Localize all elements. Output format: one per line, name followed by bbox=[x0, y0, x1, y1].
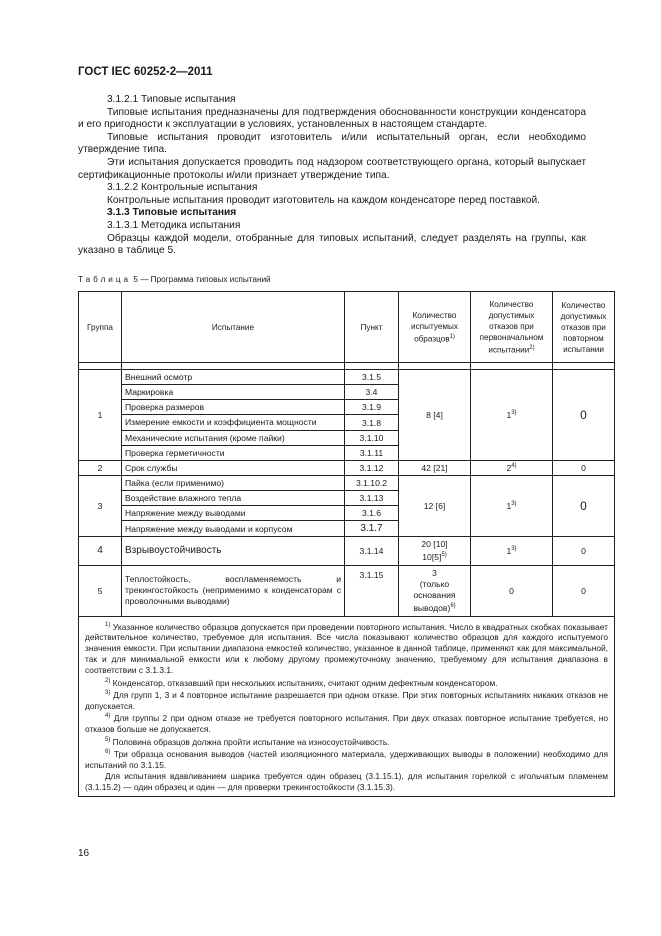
table-row bbox=[79, 565, 615, 616]
header-clause: Пункт bbox=[345, 292, 399, 363]
test-cell: Проверка герметичности bbox=[122, 446, 345, 461]
samples-cell: 12 [6] bbox=[399, 476, 471, 537]
test-cell: Измерение емкости и коэффициента мощности bbox=[122, 415, 345, 431]
clause-cell: 3.1.5 bbox=[345, 370, 399, 385]
header-samples: Количество испытуемых образцов$^{1)}$ bbox=[399, 292, 471, 363]
test-cell: Проверка размеров bbox=[122, 400, 345, 415]
group-cell: 3 bbox=[79, 476, 122, 537]
header-retest: Количество допустимых отказов при повторном испытании bbox=[553, 292, 615, 363]
retest-cell: 0 bbox=[553, 565, 615, 616]
clause-cell: 3.1.10 bbox=[345, 431, 399, 446]
section-heading: 3.1.2.1 Типовые испытания bbox=[107, 94, 236, 105]
group-cell: 2 bbox=[79, 461, 122, 476]
test-cell: Теплостойкость, воспламеняемость и трекингостойкость (неприменимо к конденсаторам с проволочными выводами) bbox=[122, 565, 345, 616]
header-test: Испытание bbox=[122, 292, 345, 363]
failures-cell: 1$^{3)}$ bbox=[471, 476, 553, 537]
footnote: $^{5)}$ Половина образцов должна пройти испытание на износоустойчивость. bbox=[105, 736, 390, 747]
samples-cell: 3 (только основания выводов)$^{6)}$ bbox=[399, 565, 471, 616]
test-cell: Срок службы bbox=[122, 461, 345, 476]
footnote: $^{2)}$ Конденсатор, отказавший при нескольких испытаниях, считают одним дефектным конденсатором. bbox=[105, 677, 498, 688]
table-row bbox=[79, 370, 615, 385]
samples-cell: 20 [10] $10[5]^{5)}$ bbox=[399, 537, 471, 566]
footnote: $^{4)}$ Для группы 2 при одном отказе не требуется повторного испытания. При двух отказах повторное испытание требуется, но отказов больше не допускается. bbox=[85, 713, 609, 735]
test-program-table bbox=[78, 291, 615, 797]
table-row bbox=[79, 537, 615, 566]
clause-cell: 3.1.7 bbox=[345, 521, 399, 537]
samples-cell: 42 [21] bbox=[399, 461, 471, 476]
paragraph: Типовые испытания проводит изготовитель и/или испытательный орган, если необходимо утверждение типа. bbox=[78, 131, 586, 156]
test-cell: Маркировка bbox=[122, 385, 345, 400]
section-heading: 3.1.2.2 Контрольные испытания bbox=[107, 182, 258, 194]
clause-cell: 3.1.10.2 bbox=[345, 476, 399, 491]
table-caption-word: Таблица bbox=[78, 275, 132, 284]
group-cell: 5 bbox=[79, 565, 122, 616]
clause-cell: 3.1.15 bbox=[345, 565, 399, 616]
test-cell: Напряжение между выводами bbox=[122, 506, 345, 521]
test-cell: Внешний осмотр bbox=[122, 370, 345, 385]
failures-cell: 1$^{3)}$ bbox=[471, 370, 553, 461]
retest-cell: 0 bbox=[553, 461, 615, 476]
paragraph: Типовые испытания предназначены для подтверждения обоснованности конструкции конденсатора и его пригодности к эксплуатации в условиях, установленных в настоящем стандарте. bbox=[78, 106, 586, 131]
test-cell: Напряжение между выводами и корпусом bbox=[122, 521, 345, 537]
samples-cell: 8 [4] bbox=[399, 370, 471, 461]
table-header-row bbox=[79, 292, 615, 363]
paragraph: Контрольные испытания проводит изготовитель на каждом конденсаторе перед поставкой. bbox=[107, 194, 540, 206]
paragraph: Образцы каждой модели, отобранные для типовых испытаний, следует разделять на группы, как указано в таблице 5. bbox=[78, 232, 586, 257]
header-failures: Количество допустимых отказов при первоначальном испытании$^{2)}$ bbox=[471, 292, 553, 363]
failures-cell: 1$^{3)}$ bbox=[471, 537, 553, 566]
failures-cell: 2$^{4)}$ bbox=[471, 461, 553, 476]
clause-cell: 3.1.11 bbox=[345, 446, 399, 461]
failures-cell: 0 bbox=[471, 565, 553, 616]
group-cell: 1 bbox=[79, 370, 122, 461]
document-header: ГОСТ IEC 60252-2—2011 bbox=[78, 66, 213, 78]
clause-cell: 3.1.13 bbox=[345, 491, 399, 506]
clause-cell: 3.1.6 bbox=[345, 506, 399, 521]
table-row bbox=[79, 461, 615, 476]
footnote: $^{3)}$ Для групп 1, 3 и 4 повторное испытание разрешается при одном отказе. При этих повторных испытаниях никаких отказов не допускается. bbox=[85, 689, 608, 711]
page-number: 16 bbox=[78, 848, 90, 859]
group-cell: 4 bbox=[79, 537, 122, 566]
test-cell: Воздействие влажного тепла bbox=[122, 491, 345, 506]
footnote: Для испытания вдавливанием шарика требуется один образец (3.1.15.1), для испытания горелкой с игольчатым пламенем (3.1.15.2) — один образец и один — для проверки трекингостойкости (3.1.15.3). bbox=[85, 770, 608, 792]
clause-cell: 3.1.12 bbox=[345, 461, 399, 476]
table-row bbox=[79, 476, 615, 491]
footnotes-cell bbox=[79, 616, 615, 797]
header-group: Группа bbox=[79, 292, 122, 363]
footnote: $^{6)}$ Три образца основания выводов (частей изоляционного материала, удерживающих выводы в положении) необходимо для испытаний по 3.1.15. bbox=[85, 749, 608, 771]
retest-cell: 0 bbox=[553, 370, 615, 461]
clause-cell: 3.4 bbox=[345, 385, 399, 400]
test-cell: Механические испытания (кроме пайки) bbox=[122, 431, 345, 446]
table-caption-text: 5 — Программа типовых испытаний bbox=[133, 275, 271, 284]
retest-cell: 0 bbox=[553, 537, 615, 566]
clause-cell: 3.1.8 bbox=[345, 415, 399, 431]
retest-cell: 0 bbox=[553, 476, 615, 537]
section-heading: 3.1.3.1 Методика испытания bbox=[107, 219, 241, 231]
clause-cell: 3.1.14 bbox=[345, 537, 399, 566]
header-gap-row bbox=[79, 363, 615, 370]
footnotes-row bbox=[79, 616, 615, 797]
test-cell: Пайка (если применимо) bbox=[122, 476, 345, 491]
test-cell: Взрывоустойчивость bbox=[122, 537, 345, 566]
body-text bbox=[78, 94, 586, 258]
footnote: $^{1)}$ Указанное количество образцов допускается при проведении повторного испытания. Число в квадратных скобках показывает действительное количество, требуемое для испытания. Все числа показывают количество образцов для каждого испытуемого значения емкости. При испытании диапазона емкостей количество, указанное в данной таблице, применяют как для максимальной, так и для минимальной емкости или к любому другому промежуточному значению, требуемому для испытания диапазона в соответствии с 3.1.3.1. bbox=[85, 621, 608, 675]
section-heading: 3.1.3 Типовые испытания bbox=[107, 207, 237, 219]
paragraph: Эти испытания допускается проводить под надзором соответствующего органа, который выпускает сертификационные протоколы и/или признает утверждение типа. bbox=[78, 156, 586, 181]
table-caption bbox=[78, 275, 271, 284]
clause-cell: 3.1.9 bbox=[345, 400, 399, 415]
